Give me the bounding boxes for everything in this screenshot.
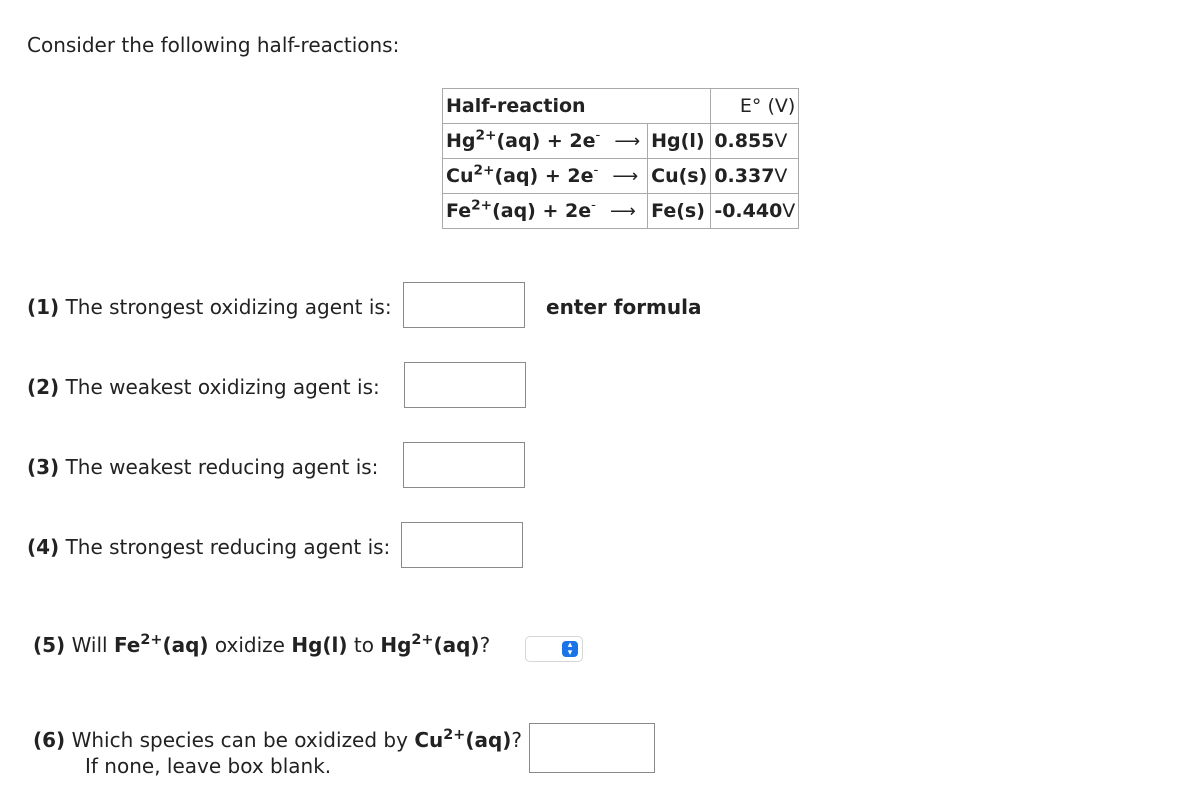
reactant-cell: $Hg^{2+}(aq) + 2e^-$ ⟶ [443,124,648,159]
table-row [443,194,799,229]
potential-cell: 0.855V [711,124,799,159]
answer-4-input[interactable] [401,522,523,568]
question-2: (2) The weakest oxidizing agent is: [27,375,380,399]
table-row [443,124,799,159]
table-row [443,159,799,194]
answer-6-input[interactable] [529,723,655,773]
question-5: (5) Will $Fe^{2+}(aq)$ oxidize Hg(l) to $Hg^{2+}(aq)$? [33,632,491,657]
reactant-cell: $Cu^{2+}(aq) + 2e^-$ ⟶ [443,159,648,194]
answer-1-input[interactable] [403,282,525,328]
header-potential: E° (V) [711,89,799,124]
potential-cell: 0.337V [711,159,799,194]
reactant-cell: $Fe^{2+}(aq) + 2e^-$ ⟶ [443,194,648,229]
question-1: (1) The strongest oxidizing agent is: [27,295,392,319]
arrow-icon: ⟶ [614,131,641,152]
half-reaction-table [442,88,799,229]
intro-text: Consider the following half-reactions: [27,33,400,57]
question-3: (3) The weakest reducing agent is: [27,455,379,479]
header-half-reaction: Half-reaction [443,89,711,124]
arrow-icon: ⟶ [609,201,636,222]
answer-2-input[interactable] [404,362,526,408]
answer-5-select[interactable] [525,636,583,662]
product-cell: Cu(s) [648,159,711,194]
product-cell: Fe(s) [648,194,711,229]
question-6-note: If none, leave box blank. [85,754,332,778]
arrow-icon: ⟶ [612,166,639,187]
question-6: (6) Which species can be oxidized by $Cu^{2+}(aq)$? [33,727,523,752]
product-cell: Hg(l) [648,124,711,159]
question-4: (4) The strongest reducing agent is: [27,535,391,559]
chevron-up-down-icon: ▴ ▾ [562,641,578,657]
answer-3-input[interactable] [403,442,525,488]
potential-cell: -0.440V [711,194,799,229]
enter-formula-hint: enter formula [546,295,702,319]
table-header-row [443,89,799,124]
